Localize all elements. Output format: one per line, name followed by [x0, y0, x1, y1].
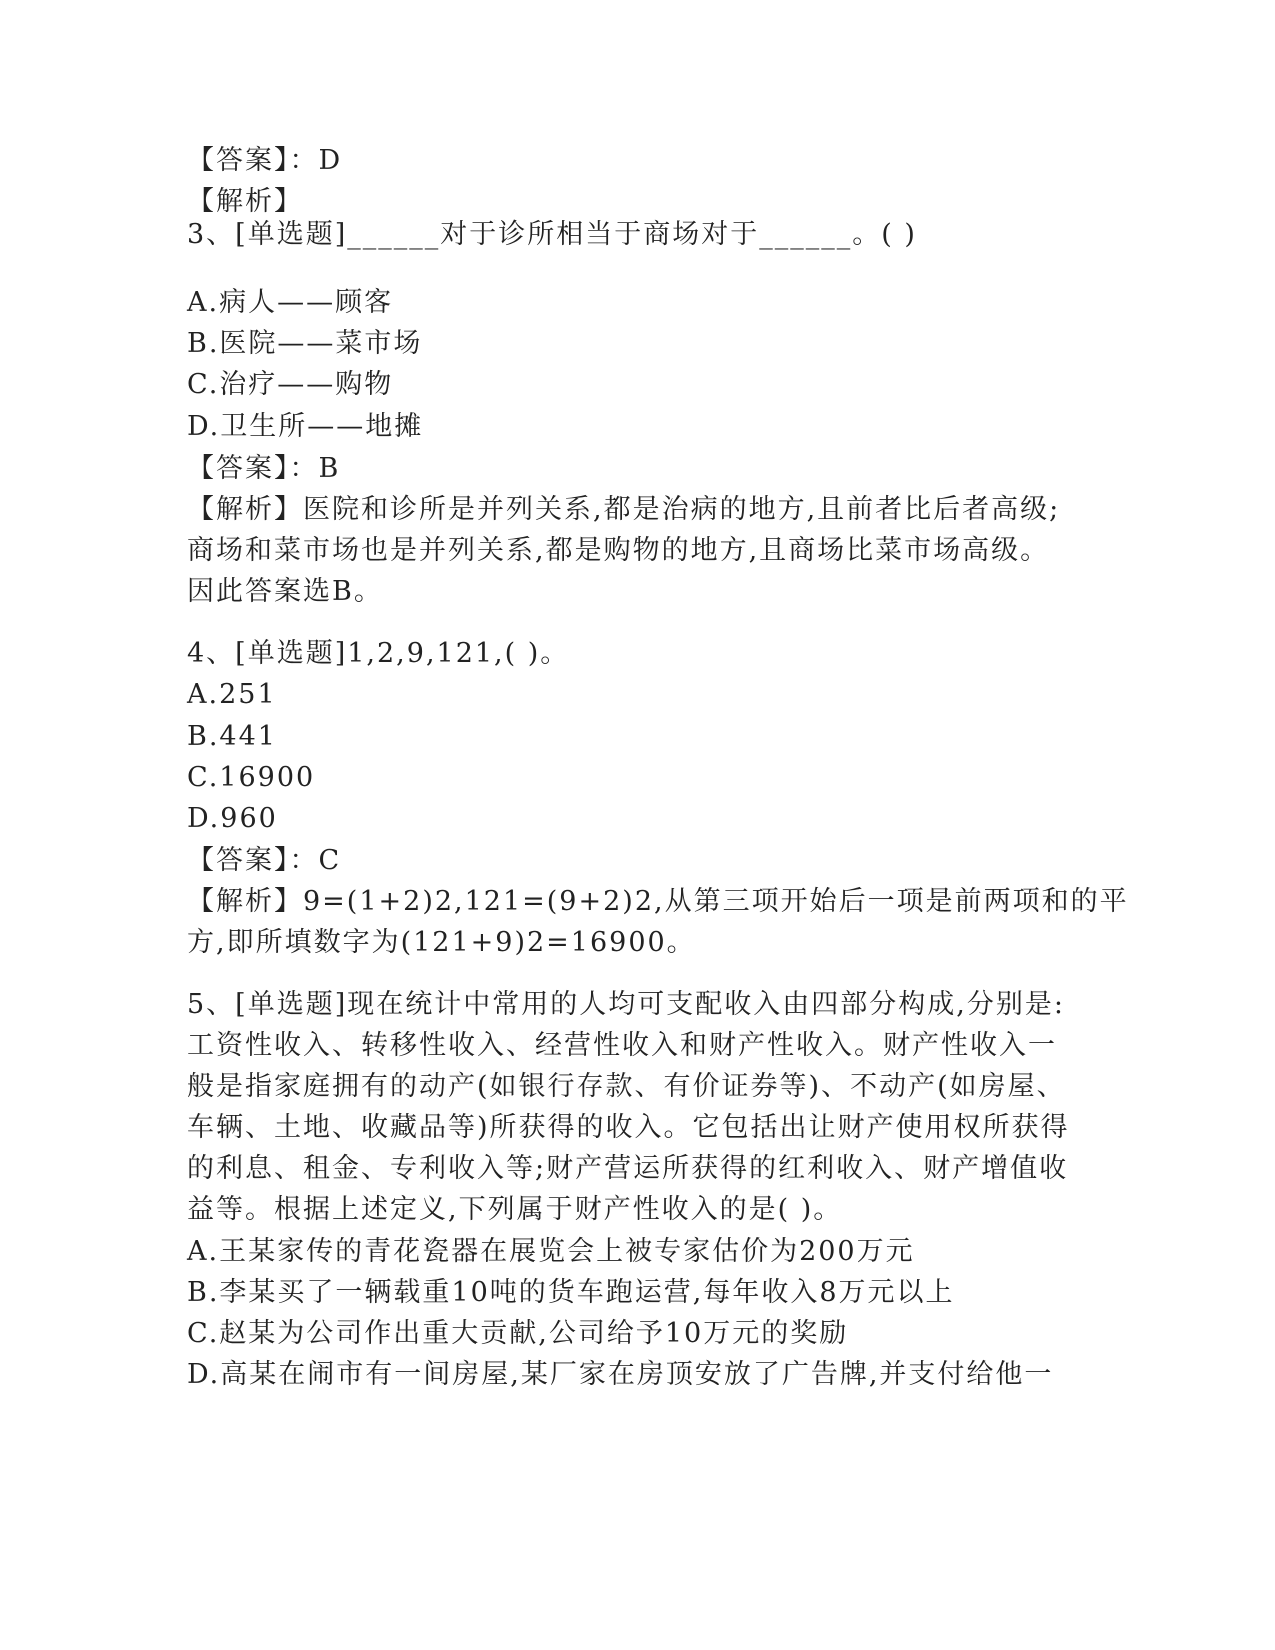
- question-5-option-a: A.王某家传的青花瓷器在展览会上被专家估价为200万元: [187, 1236, 915, 1267]
- question-5-option-b: B.李某买了一辆载重10吨的货车跑运营,每年收入8万元以上: [187, 1277, 955, 1308]
- question-3-option-c: C.治疗——购物: [187, 369, 394, 400]
- question-5-stem: 车辆、土地、收藏品等)所获得的收入。它包括出让财产使用权所获得: [187, 1112, 1070, 1143]
- question-3-analysis: 【解析】医院和诊所是并列关系,都是治病的地方,且前者比后者高级;: [187, 494, 1061, 525]
- answer-line: 【答案】：D: [187, 145, 343, 176]
- question-4-analysis: 方,即所填数字为(121+9)2=16900。: [187, 927, 696, 958]
- question-4-stem: 4、[单选题]1,2,9,121,( )。: [187, 638, 570, 669]
- question-3-analysis: 商场和菜市场也是并列关系,都是购物的地方,且商场比菜市场高级。: [187, 535, 1050, 566]
- question-5-option-c: C.赵某为公司作出重大贡献,公司给予10万元的奖励: [187, 1318, 849, 1349]
- analysis-label: 【解析】: [187, 186, 303, 217]
- question-3-analysis: 因此答案选B。: [187, 576, 383, 607]
- question-3-option-b: B.医院——菜市场: [187, 328, 423, 359]
- question-5-stem: 5、[单选题]现在统计中常用的人均可支配收入由四部分构成,分别是:: [187, 989, 1065, 1020]
- question-3-stem: 3、[单选题]______对于诊所相当于商场对于______。( ): [187, 219, 917, 250]
- question-4-option-b: B.441: [187, 721, 277, 752]
- question-3-answer: 【答案】：B: [187, 453, 341, 484]
- question-4-option-d: D.960: [187, 803, 278, 834]
- question-4-analysis: 【解析】9=(1+2)2,121=(9+2)2,从第三项开始后一项是前两项和的平: [187, 886, 1129, 917]
- question-5-stem: 益等。根据上述定义,下列属于财产性收入的是( )。: [187, 1194, 843, 1225]
- question-4-option-c: C.16900: [187, 762, 316, 793]
- question-4-option-a: A.251: [187, 679, 277, 710]
- question-4-answer: 【答案】：C: [187, 845, 342, 876]
- question-5-stem: 般是指家庭拥有的动产(如银行存款、有价证券等)、不动产(如房屋、: [187, 1071, 1066, 1102]
- question-5-stem: 的利息、租金、专利收入等;财产营运所获得的红利收入、财产增值收: [187, 1153, 1069, 1184]
- question-5-option-d: D.高某在闹市有一间房屋,某厂家在房顶安放了广告牌,并支付给他一: [187, 1359, 1054, 1390]
- question-5-stem: 工资性收入、转移性收入、经营性收入和财产性收入。财产性收入一: [187, 1030, 1057, 1061]
- question-3-option-d: D.卫生所——地摊: [187, 411, 424, 442]
- question-3-option-a: A.病人——顾客: [187, 287, 394, 318]
